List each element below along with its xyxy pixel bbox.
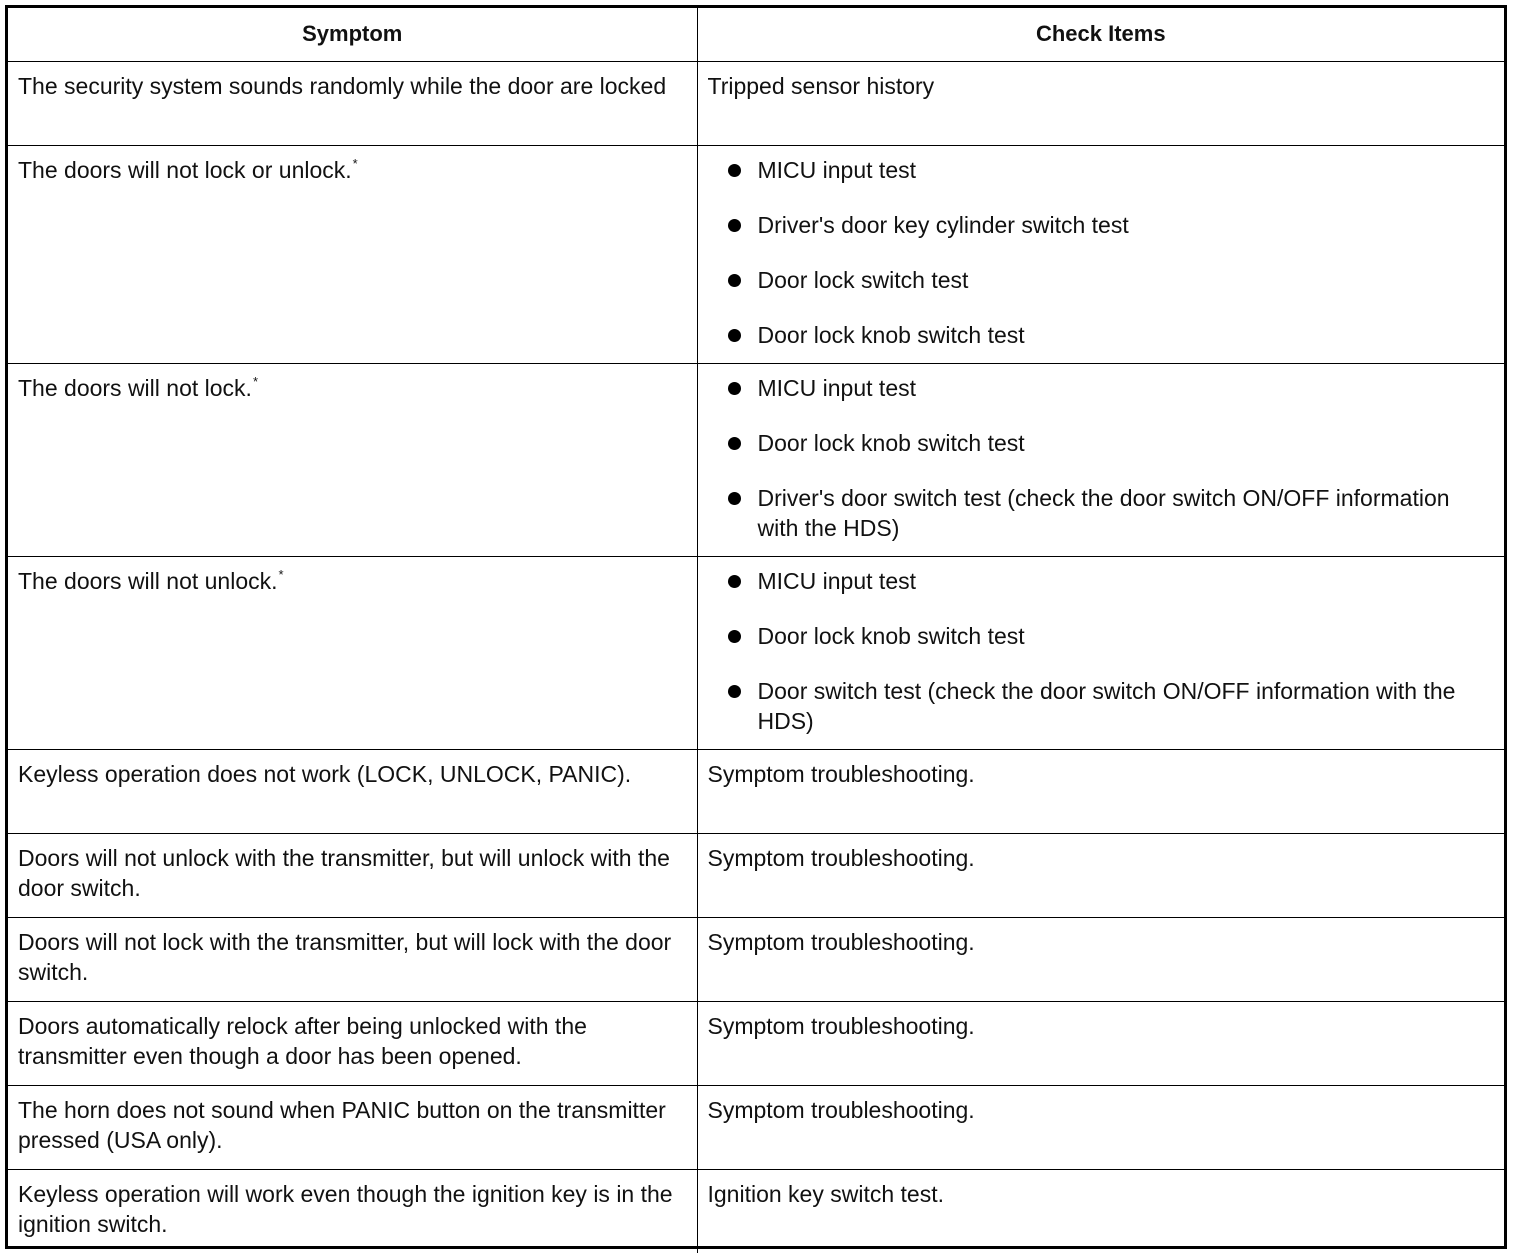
check-item-text: Driver's door switch test (check the door switch ON/OFF information with the HDS) — [757, 484, 1450, 541]
check-item-text: Symptom troubleshooting. — [707, 928, 975, 955]
table-row — [8, 1001, 1504, 1085]
bullet-icon — [728, 329, 741, 342]
symptom-column-header: Symptom — [8, 8, 697, 61]
symptom-cell — [8, 833, 697, 917]
check-item-text: Door lock switch test — [757, 266, 969, 293]
bullet-icon — [728, 630, 741, 643]
check-item — [708, 210, 1495, 240]
check-items-list — [708, 373, 1495, 543]
symptom-text: Keyless operation will work even though the ignition key is in the ignition switch. — [18, 1180, 673, 1237]
symptom-cell — [8, 363, 697, 556]
check-item — [708, 428, 1495, 458]
symptom-cell — [8, 1085, 697, 1169]
table-row — [8, 1085, 1504, 1169]
check-items-list — [708, 566, 1495, 736]
check-item-text: MICU input test — [757, 374, 916, 401]
troubleshooting-table — [8, 8, 1504, 1253]
bullet-icon — [728, 437, 741, 450]
check-item — [708, 155, 1495, 185]
table-row — [8, 363, 1504, 556]
symptom-text: Doors will not unlock with the transmitter, but will unlock with the door switch. — [18, 844, 670, 901]
check-item-text: Door lock knob switch test — [757, 622, 1025, 649]
table-row — [8, 145, 1504, 363]
symptom-text: The security system sounds randomly while the door are locked — [18, 72, 667, 99]
symptom-text: Doors automatically relock after being unlocked with the transmitter even though a door has been opened. — [18, 1012, 587, 1069]
check-items-cell — [697, 556, 1504, 749]
check-item-text: MICU input test — [757, 567, 916, 594]
symptom-text: Doors will not lock with the transmitter, but will lock with the door switch. — [18, 928, 672, 985]
check-item-text: Door lock knob switch test — [757, 429, 1025, 456]
bullet-icon — [728, 219, 741, 232]
bullet-icon — [728, 685, 741, 698]
table-row — [8, 917, 1504, 1001]
check-item-text: Symptom troubleshooting. — [707, 1012, 975, 1039]
symptom-text: The doors will not unlock. — [18, 567, 278, 594]
footnote-marker: * — [252, 373, 258, 389]
footnote-marker: * — [352, 155, 358, 171]
bullet-icon — [728, 164, 741, 177]
troubleshooting-table-frame — [5, 5, 1507, 1249]
symptom-cell — [8, 556, 697, 749]
check-item-text: MICU input test — [757, 156, 916, 183]
bullet-icon — [728, 382, 741, 395]
check-items-cell — [697, 1169, 1504, 1253]
table-body — [8, 61, 1504, 1253]
check-item-text: Driver's door key cylinder switch test — [757, 211, 1129, 238]
check-items-column-header: Check Items — [697, 8, 1504, 61]
check-item — [708, 566, 1495, 596]
table-row — [8, 1169, 1504, 1253]
check-items-cell — [697, 145, 1504, 363]
check-item-text: Door switch test (check the door switch ON/OFF information with the HDS) — [757, 677, 1456, 734]
check-item-text: Symptom troubleshooting. — [707, 760, 975, 787]
symptom-cell — [8, 61, 697, 145]
check-item — [708, 621, 1495, 651]
symptom-cell — [8, 1169, 697, 1253]
symptom-text: The horn does not sound when PANIC button on the transmitter pressed (USA only). — [18, 1096, 666, 1153]
check-items-cell — [697, 61, 1504, 145]
footnote-marker: * — [278, 566, 284, 582]
symptom-cell — [8, 145, 697, 363]
symptom-text: The doors will not lock or unlock. — [18, 156, 352, 183]
table-row — [8, 556, 1504, 749]
bullet-icon — [728, 274, 741, 287]
check-item — [708, 483, 1495, 543]
table-row — [8, 61, 1504, 145]
symptom-text: Keyless operation does not work (LOCK, UNLOCK, PANIC). — [18, 760, 632, 787]
check-item — [708, 676, 1495, 736]
check-items-list — [708, 155, 1495, 350]
check-item-text: Symptom troubleshooting. — [707, 1096, 975, 1123]
table-row — [8, 749, 1504, 833]
table-row — [8, 833, 1504, 917]
bullet-icon — [728, 575, 741, 588]
symptom-cell — [8, 1001, 697, 1085]
table-header-row — [8, 8, 1504, 61]
check-item-text: Symptom troubleshooting. — [707, 844, 975, 871]
check-items-cell — [697, 363, 1504, 556]
check-item — [708, 265, 1495, 295]
symptom-cell — [8, 749, 697, 833]
check-item — [708, 373, 1495, 403]
check-items-cell — [697, 917, 1504, 1001]
check-items-cell — [697, 1085, 1504, 1169]
check-items-cell — [697, 749, 1504, 833]
check-item-text: Ignition key switch test. — [707, 1180, 944, 1207]
check-items-cell — [697, 833, 1504, 917]
check-item — [708, 320, 1495, 350]
check-item-text: Door lock knob switch test — [757, 321, 1025, 348]
check-item-text: Tripped sensor history — [707, 72, 935, 99]
bullet-icon — [728, 492, 741, 505]
symptom-cell — [8, 917, 697, 1001]
symptom-text: The doors will not lock. — [18, 374, 252, 401]
check-items-cell — [697, 1001, 1504, 1085]
